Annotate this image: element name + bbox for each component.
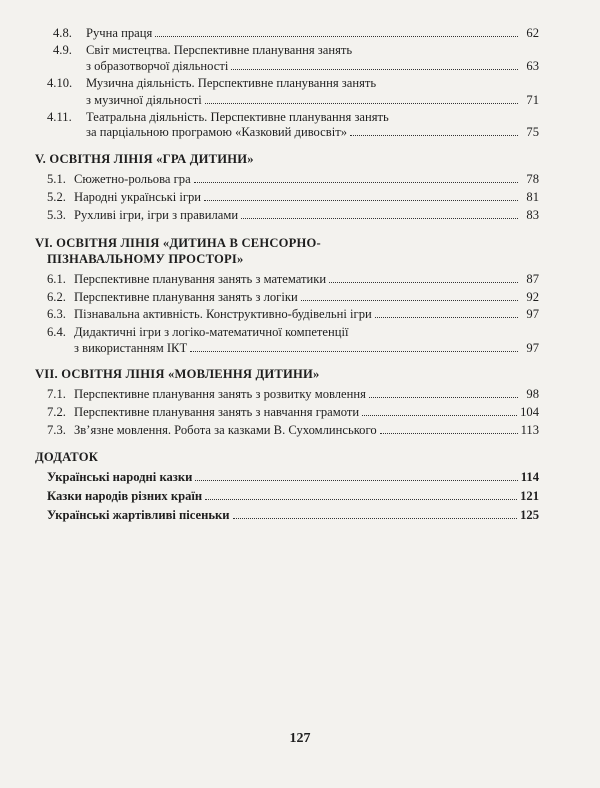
dot-leader [241, 218, 518, 219]
dot-leader [190, 351, 518, 352]
toc-entry-7-3 [47, 423, 539, 437]
entry-page: 121 [520, 489, 539, 503]
appendix-heading: ДОДАТОК [35, 450, 99, 464]
entry-title: Українські народні казки [47, 470, 193, 484]
dot-leader [350, 135, 518, 136]
entry-page: 97 [526, 307, 539, 321]
toc-entry-4-8 [53, 26, 539, 40]
entry-number: 7.2. [47, 405, 66, 419]
toc-appendix-1 [47, 470, 539, 484]
entry-title: Театральна діяльність. Перспективне планування занять [86, 110, 389, 124]
entry-page: 98 [526, 387, 539, 401]
entry-title: Світ мистецтва. Перспективне планування занять [86, 43, 353, 57]
toc-entry-5-2 [47, 190, 539, 204]
entry-page: 75 [526, 125, 539, 139]
section-6-heading-line-2: ПІЗНАВАЛЬНОМУ ПРОСТОРІ» [47, 252, 244, 266]
entry-number: 5.1. [47, 172, 66, 186]
toc-entry-5-1 [47, 172, 539, 186]
toc-entry-4-10-title [47, 76, 376, 90]
entry-page: 92 [526, 290, 539, 304]
entry-title: Музична діяльність. Перспективне планування занять [86, 76, 377, 90]
entry-page: 114 [520, 470, 539, 484]
toc-appendix-2 [47, 489, 539, 503]
entry-page: 81 [526, 190, 539, 204]
entry-title: Рухливі ігри, ігри з правилами [74, 208, 239, 222]
entry-title-continued: з образотворчої діяльності [86, 59, 229, 73]
dot-leader [362, 415, 517, 416]
entry-title-continued: з музичної діяльності [86, 93, 202, 107]
entry-page: 71 [526, 93, 539, 107]
entry-page: 62 [526, 26, 539, 40]
dot-leader [301, 300, 518, 301]
dot-leader [369, 397, 518, 398]
entry-page: 125 [520, 508, 539, 522]
entry-title: Народні українські ігри [74, 190, 202, 204]
entry-title: Пізнавальна активність. Конструктивно-будівельні ігри [74, 307, 372, 321]
section-7-heading: VII. ОСВІТНЯ ЛІНІЯ «МОВЛЕННЯ ДИТИНИ» [35, 367, 320, 381]
entry-page: 104 [520, 405, 539, 419]
dot-leader [231, 69, 518, 70]
entry-number: 7.3. [47, 423, 66, 437]
entry-title: Українські жартівливі пісеньки [47, 508, 230, 522]
toc-entry-5-3 [47, 208, 539, 222]
dot-leader [205, 103, 518, 104]
entry-number: 4.8. [53, 26, 72, 40]
toc-entry-4-10 [86, 93, 539, 107]
toc-appendix-3 [47, 508, 539, 522]
entry-title: Перспективне планування занять з логіки [74, 290, 298, 304]
section-5-heading: V. ОСВІТНЯ ЛІНІЯ «ГРА ДИТИНИ» [35, 152, 254, 166]
toc-entry-4-9 [86, 59, 539, 73]
entry-page: 87 [526, 272, 539, 286]
entry-number: 6.1. [47, 272, 66, 286]
dot-leader [329, 282, 518, 283]
entry-page: 97 [526, 341, 539, 355]
toc-entry-6-4 [74, 341, 539, 355]
toc-entry-4-11 [86, 125, 539, 139]
entry-page: 83 [526, 208, 539, 222]
entry-title: Зв’язне мовлення. Робота за казками В. Сухомлинського [74, 423, 377, 437]
toc-entry-7-2 [47, 405, 539, 419]
entry-title: Сюжетно-рольова гра [74, 172, 191, 186]
toc-entry-7-1 [47, 387, 539, 401]
dot-leader [205, 499, 517, 500]
toc-entry-6-1 [47, 272, 539, 286]
entry-number: 6.4. [47, 325, 66, 339]
dot-leader [155, 36, 518, 37]
dot-leader [194, 182, 518, 183]
section-6-heading-line-1: VI. ОСВІТНЯ ЛІНІЯ «ДИТИНА В СЕНСОРНО- [35, 236, 321, 250]
entry-title: Ручна праця [86, 26, 153, 40]
entry-number: 6.3. [47, 307, 66, 321]
entry-number: 4.10. [47, 76, 73, 90]
entry-title-continued: з використанням ІКТ [74, 341, 188, 355]
entry-title: Перспективне планування занять з математики [74, 272, 327, 286]
entry-page: 78 [526, 172, 539, 186]
entry-title: Казки народів різних країн [47, 489, 203, 503]
entry-number: 4.11. [47, 110, 72, 124]
entry-number: 5.2. [47, 190, 66, 204]
dot-leader [204, 200, 518, 201]
dot-leader [233, 518, 518, 519]
entry-number: 6.2. [47, 290, 66, 304]
entry-number: 4.9. [53, 43, 72, 57]
toc-entry-6-3 [47, 307, 539, 321]
entry-page: 63 [526, 59, 539, 73]
dot-leader [380, 433, 518, 434]
entry-title-continued: за парціальною програмою «Казковий дивосвіт» [86, 125, 348, 139]
entry-page: 113 [520, 423, 539, 437]
toc-entry-4-11-title [47, 110, 389, 124]
toc-entry-4-9-title [53, 43, 352, 57]
page-number: 127 [289, 731, 311, 746]
entry-title: Перспективне планування занять з навчання грамоти [74, 405, 360, 419]
toc-entry-6-4-title [47, 325, 349, 339]
toc-entry-6-2 [47, 290, 539, 304]
entry-number: 7.1. [47, 387, 66, 401]
dot-leader [375, 317, 518, 318]
entry-title: Перспективне планування занять з розвитку мовлення [74, 387, 366, 401]
entry-number: 5.3. [47, 208, 66, 222]
dot-leader [195, 480, 517, 481]
entry-title: Дидактичні ігри з логіко-математичної компетенції [74, 325, 349, 339]
